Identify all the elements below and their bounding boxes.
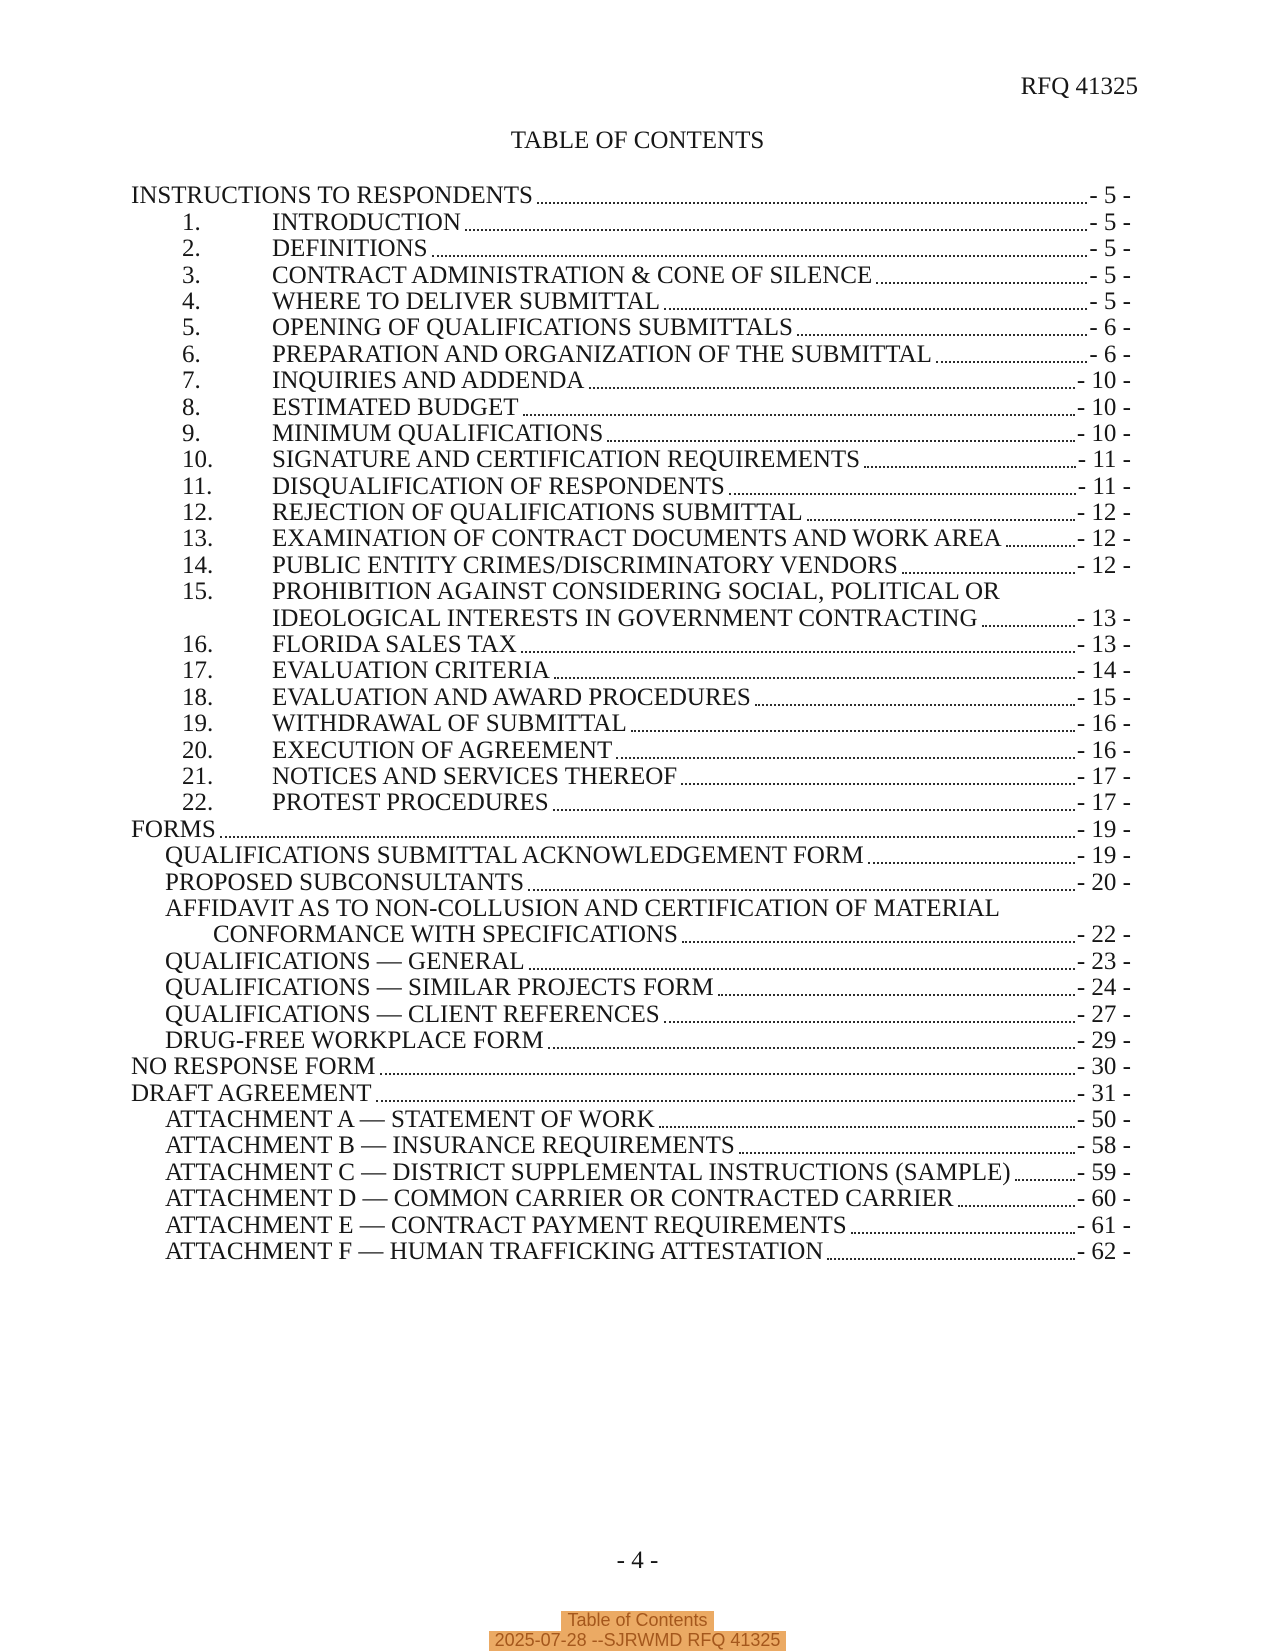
dot-leader [376, 1100, 1075, 1102]
toc-item-number: 14. [182, 551, 214, 579]
toc-page-ref: - 10 - [1076, 393, 1131, 421]
toc-item-number: 21. [182, 762, 214, 790]
toc-row [131, 922, 1131, 948]
toc-page-ref: - 5 - [1089, 208, 1131, 236]
toc-item-number: 19. [182, 710, 214, 738]
toc-page-ref: - 5 - [1089, 235, 1131, 263]
toc-page-ref: - 19 - [1076, 815, 1131, 843]
toc-row [131, 421, 1131, 447]
toc-item-title: IDEOLOGICAL INTERESTS IN GOVERNMENT CONTRACTING [272, 604, 978, 632]
toc-row [131, 394, 1131, 420]
toc-item-title: DISQUALIFICATION OF RESPONDENTS [272, 472, 725, 500]
toc-item-title: EVALUATION CRITERIA [272, 657, 550, 685]
toc-item-number: 20. [182, 736, 214, 764]
dot-leader [664, 308, 1087, 310]
toc-item-number: 4. [182, 287, 201, 315]
toc-row [131, 526, 1131, 552]
toc-item-title: INSTRUCTIONS TO RESPONDENTS [131, 182, 533, 210]
toc-list [131, 183, 1131, 1265]
toc-page-ref: - 24 - [1076, 974, 1131, 1002]
dot-leader [755, 704, 1075, 706]
toc-row [131, 473, 1131, 499]
dot-leader [631, 730, 1075, 732]
toc-row [131, 605, 1131, 631]
toc-row [131, 1054, 1131, 1080]
dot-leader [465, 229, 1087, 231]
toc-item-title: QUALIFICATIONS — SIMILAR PROJECTS FORM [165, 974, 714, 1002]
dot-leader [718, 994, 1075, 996]
toc-item-number: 18. [182, 683, 214, 711]
page-number: - 4 - [616, 1547, 659, 1574]
toc-row [131, 1133, 1131, 1159]
toc-page-ref: - 13 - [1076, 631, 1131, 659]
toc-row [131, 341, 1131, 367]
toc-item-number: 17. [182, 657, 214, 685]
toc-page-ref: - 5 - [1089, 261, 1131, 289]
toc-page-ref: - 17 - [1076, 789, 1131, 817]
toc-item-title: SIGNATURE AND CERTIFICATION REQUIREMENTS [272, 446, 861, 474]
toc-row [131, 1107, 1131, 1133]
toc-page-ref: - 22 - [1076, 921, 1131, 949]
toc-item-number: 5. [182, 314, 201, 342]
toc-page-ref: - 10 - [1076, 367, 1131, 395]
toc-item-title: EVALUATION AND AWARD PROCEDURES [272, 683, 751, 711]
toc-row [131, 764, 1131, 790]
toc-page-ref: - 59 - [1076, 1158, 1131, 1186]
toc-page-ref: - 14 - [1076, 657, 1131, 685]
dot-leader [902, 572, 1075, 574]
toc-row [131, 315, 1131, 341]
toc-page-ref: - 60 - [1076, 1185, 1131, 1213]
toc-item-title: PUBLIC ENTITY CRIMES/DISCRIMINATORY VENDORS [272, 551, 898, 579]
toc-item-title: CONTRACT ADMINISTRATION & CONE OF SILENCE [272, 261, 873, 289]
toc-item-number: 10. [182, 446, 214, 474]
toc-item-number: 12. [182, 499, 214, 527]
toc-item-title: PROHIBITION AGAINST CONSIDERING SOCIAL, POLITICAL OR [272, 578, 1000, 606]
dot-leader [537, 202, 1087, 204]
toc-item-number: 7. [182, 367, 201, 395]
toc-row [131, 1028, 1131, 1054]
stamp-row [0, 1631, 1275, 1651]
toc-row [131, 948, 1131, 974]
toc-page-ref: - 62 - [1076, 1238, 1131, 1266]
toc-item-title: ATTACHMENT E — CONTRACT PAYMENT REQUIREMENTS [165, 1211, 847, 1239]
toc-item-title: DRAFT AGREEMENT [131, 1079, 372, 1107]
toc-page-ref: - 58 - [1076, 1132, 1131, 1160]
toc-item-title: REJECTION OF QUALIFICATIONS SUBMITTAL [272, 499, 803, 527]
dot-leader [876, 282, 1087, 284]
toc-item-title: AFFIDAVIT AS TO NON-COLLUSION AND CERTIFICATION OF MATERIAL [165, 894, 1000, 922]
toc-page-ref: - 13 - [1076, 604, 1131, 632]
dot-leader [1006, 545, 1075, 547]
toc-item-title: FORMS [131, 815, 216, 843]
toc-row [131, 183, 1131, 209]
toc-row [131, 896, 1131, 922]
toc-item-number: 1. [182, 208, 201, 236]
toc-row [131, 632, 1131, 658]
toc-row [131, 1159, 1131, 1185]
toc-item-title: WITHDRAWAL OF SUBMITTAL [272, 710, 627, 738]
toc-page-ref: - 12 - [1076, 551, 1131, 579]
toc-row [131, 869, 1131, 895]
toc-row [131, 262, 1131, 288]
toc-row [131, 1239, 1131, 1265]
toc-row [131, 552, 1131, 578]
dot-leader [1015, 1179, 1075, 1181]
toc-item-number: 9. [182, 419, 201, 447]
toc-item-title: CONFORMANCE WITH SPECIFICATIONS [213, 921, 678, 949]
footer-stamp [0, 1611, 1275, 1651]
toc-page-ref: - 16 - [1076, 736, 1131, 764]
toc-item-title: DRUG-FREE WORKPLACE FORM [165, 1026, 544, 1054]
toc-row [131, 711, 1131, 737]
toc-item-title: OPENING OF QUALIFICATIONS SUBMITTALS [272, 314, 793, 342]
toc-row [131, 1212, 1131, 1238]
toc-page-ref: - 61 - [1076, 1211, 1131, 1239]
dot-leader [868, 862, 1075, 864]
dot-leader [864, 466, 1076, 468]
page-title: TABLE OF CONTENTS [510, 127, 765, 154]
toc-page-ref: - 19 - [1076, 842, 1131, 870]
dot-leader [851, 1232, 1075, 1234]
dot-leader [739, 1152, 1075, 1154]
dot-leader [529, 968, 1075, 970]
toc-item-title: PROTEST PROCEDURES [272, 789, 549, 817]
toc-item-number: 8. [182, 393, 201, 421]
toc-item-title: NO RESPONSE FORM [131, 1053, 376, 1081]
toc-item-number: 16. [182, 631, 214, 659]
toc-page-ref: - 31 - [1076, 1079, 1131, 1107]
dot-leader [220, 836, 1075, 838]
dot-leader [827, 1258, 1075, 1260]
toc-page-ref: - 30 - [1076, 1053, 1131, 1081]
toc-page-ref: - 50 - [1076, 1106, 1131, 1134]
toc-row [131, 368, 1131, 394]
dot-leader [521, 651, 1075, 653]
toc-page-ref: - 20 - [1076, 868, 1131, 896]
toc-item-number: 15. [182, 578, 214, 606]
dot-leader [958, 1205, 1075, 1207]
toc-page-ref: - 15 - [1076, 683, 1131, 711]
dot-leader [554, 677, 1075, 679]
dot-leader [380, 1073, 1075, 1075]
toc-row [131, 975, 1131, 1001]
dot-leader [681, 783, 1075, 785]
toc-item-number: 2. [182, 235, 201, 263]
toc-item-title: QUALIFICATIONS — CLIENT REFERENCES [165, 1000, 660, 1028]
toc-page-ref: - 23 - [1076, 947, 1131, 975]
toc-row [131, 790, 1131, 816]
toc-page-ref: - 5 - [1089, 182, 1131, 210]
toc-item-number: 22. [182, 789, 214, 817]
toc-item-title: ATTACHMENT F — HUMAN TRAFFICKING ATTESTATION [165, 1238, 824, 1266]
toc-row [131, 209, 1131, 235]
toc-row [131, 816, 1131, 842]
toc-row [131, 289, 1131, 315]
dot-leader [548, 1047, 1075, 1049]
dot-leader [432, 255, 1088, 257]
toc-row [131, 500, 1131, 526]
dot-leader [664, 1021, 1075, 1023]
dot-leader [616, 757, 1075, 759]
toc-item-title: DEFINITIONS [272, 235, 428, 263]
toc-row [131, 737, 1131, 763]
toc-page-ref: - 29 - [1076, 1026, 1131, 1054]
toc-page-ref: - 5 - [1089, 287, 1131, 315]
toc-item-title: PROPOSED SUBCONSULTANTS [165, 868, 524, 896]
toc-row [131, 1186, 1131, 1212]
toc-item-title: FLORIDA SALES TAX [272, 631, 517, 659]
toc-item-title: ATTACHMENT D — COMMON CARRIER OR CONTRACTED CARRIER [165, 1185, 954, 1213]
toc-page-ref: - 6 - [1089, 340, 1131, 368]
dot-leader [659, 1126, 1075, 1128]
dot-leader [523, 414, 1075, 416]
dot-leader [936, 361, 1088, 363]
doc-number: RFQ 41325 [1020, 73, 1138, 100]
toc-row [131, 236, 1131, 262]
toc-item-title: QUALIFICATIONS SUBMITTAL ACKNOWLEDGEMENT FORM [165, 842, 864, 870]
toc-page-ref: - 11 - [1077, 446, 1131, 474]
toc-item-title: PREPARATION AND ORGANIZATION OF THE SUBMITTAL [272, 340, 932, 368]
dot-leader [807, 519, 1075, 521]
toc-item-title: ATTACHMENT A — STATEMENT OF WORK [165, 1106, 655, 1134]
dot-leader [607, 440, 1075, 442]
toc-item-title: MINIMUM QUALIFICATIONS [272, 419, 604, 447]
stamp-line-2: 2025-07-28 --SJRWMD RFQ 41325 [489, 1631, 787, 1651]
dot-leader [982, 625, 1075, 627]
toc-page-ref: - 11 - [1077, 472, 1131, 500]
toc-item-number: 3. [182, 261, 201, 289]
toc-page-ref: - 16 - [1076, 710, 1131, 738]
toc-row [131, 1080, 1131, 1106]
toc-item-title: EXECUTION OF AGREEMENT [272, 736, 613, 764]
toc-row [131, 843, 1131, 869]
toc-row [131, 447, 1131, 473]
stamp-row [0, 1611, 1275, 1631]
dot-leader [553, 809, 1075, 811]
toc-item-title: WHERE TO DELIVER SUBMITTAL [272, 287, 661, 315]
dot-leader [589, 387, 1075, 389]
toc-item-title: ATTACHMENT B — INSURANCE REQUIREMENTS [165, 1132, 735, 1160]
dot-leader [682, 941, 1075, 943]
toc-item-number: 11. [182, 472, 213, 500]
toc-item-number: 6. [182, 340, 201, 368]
toc-item-title: QUALIFICATIONS — GENERAL [165, 947, 525, 975]
toc-item-title: NOTICES AND SERVICES THEREOF [272, 762, 678, 790]
toc-page-ref: - 17 - [1076, 762, 1131, 790]
toc-page-ref: - 12 - [1076, 525, 1131, 553]
toc-item-title: ATTACHMENT C — DISTRICT SUPPLEMENTAL INSTRUCTIONS (SAMPLE) [165, 1158, 1011, 1186]
toc-row [131, 1001, 1131, 1027]
toc-page-ref: - 27 - [1076, 1000, 1131, 1028]
toc-item-title: EXAMINATION OF CONTRACT DOCUMENTS AND WORK AREA [272, 525, 1002, 553]
toc-page-ref: - 12 - [1076, 499, 1131, 527]
toc-item-title: INQUIRIES AND ADDENDA [272, 367, 585, 395]
toc-row [131, 684, 1131, 710]
stamp-line-1: Table of Contents [561, 1611, 713, 1631]
dot-leader [729, 493, 1076, 495]
toc-row [131, 579, 1131, 605]
toc-page-ref: - 6 - [1089, 314, 1131, 342]
dot-leader [528, 889, 1075, 891]
toc-item-number: 13. [182, 525, 214, 553]
dot-leader [797, 334, 1087, 336]
toc-item-title: INTRODUCTION [272, 208, 461, 236]
toc-page-ref: - 10 - [1076, 419, 1131, 447]
toc-item-title: ESTIMATED BUDGET [272, 393, 519, 421]
toc-row [131, 658, 1131, 684]
